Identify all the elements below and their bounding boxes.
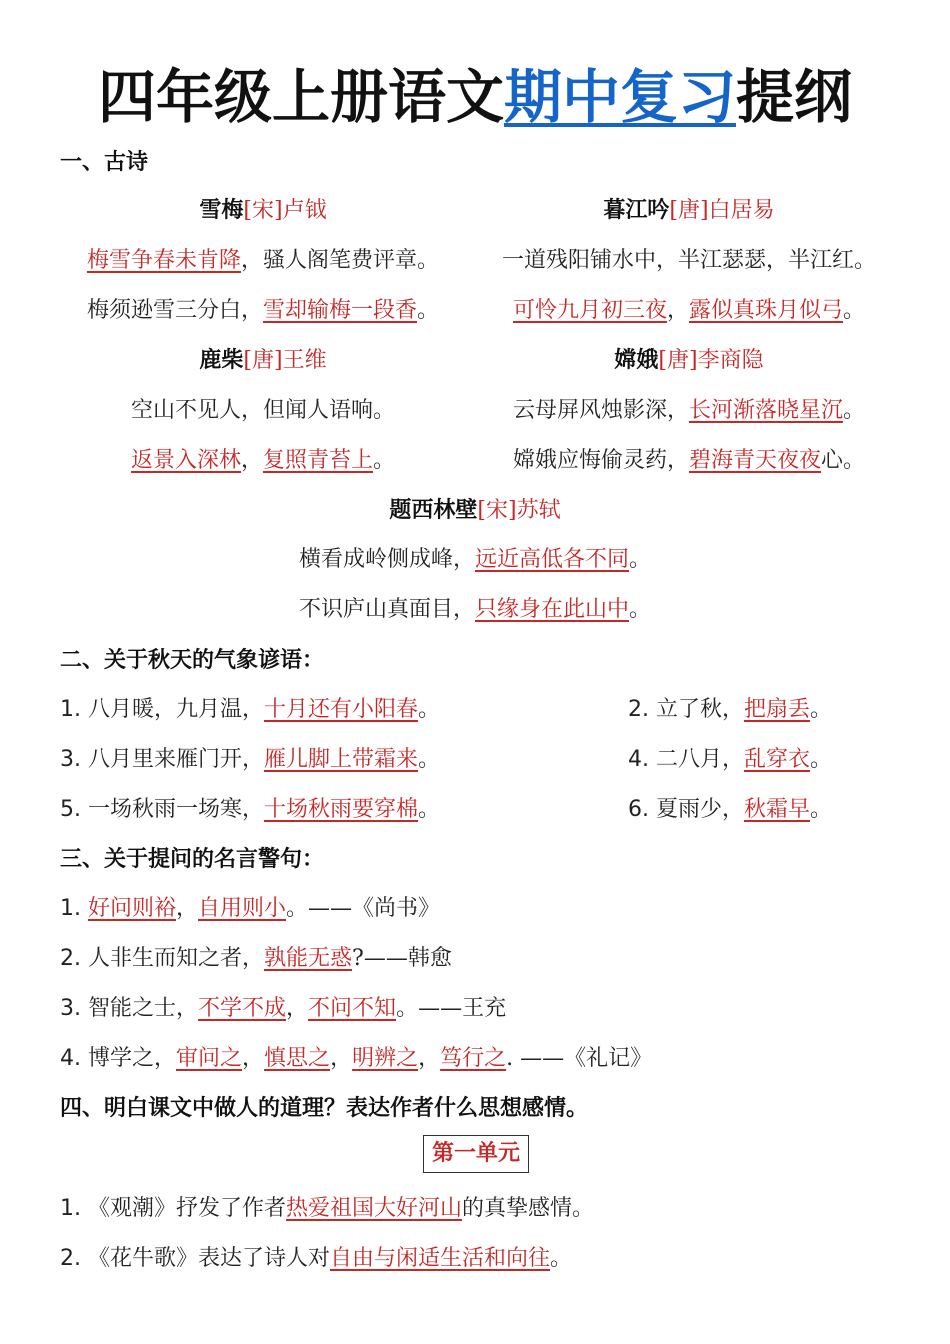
poem-line: 一道残阳铺水中，半江瑟瑟，半江红。 [501, 248, 876, 273]
poem-line: 空山不见人，但闻人语响。 [130, 398, 395, 423]
poem-title: 嫦娥[唐]李商隐 [614, 348, 764, 373]
poem-line: 梅须逊雪三分白，雪却输梅一段香。 [86, 298, 440, 323]
section-heading-quotes: 三、关于提问的名言警句： [60, 847, 325, 872]
quote-item: 2. 人非生而知之者，孰能无惑?——韩愈 [60, 946, 452, 971]
proverb-item: 6. 夏雨少，秋霜早。 [628, 797, 833, 822]
poem-line: 云母屏风烛影深，长河渐落晓星沉。 [512, 398, 866, 423]
poem-line: 嫦娥应悔偷灵药，碧海青天夜夜心。 [512, 448, 866, 473]
section-heading-poems: 一、古诗 [60, 150, 149, 175]
proverb-item: 5. 一场秋雨一场寒，十场秋雨要穿棉。 [60, 797, 441, 822]
proverb-item: 2. 立了秋，把扇丢。 [628, 697, 833, 722]
poem-line: 可怜九月初三夜，露似真珠月似弓。 [512, 298, 866, 323]
poem-title: 雪梅[宋]卢钺 [199, 198, 327, 223]
section-heading-proverbs: 二、关于秋天的气象谚语： [60, 648, 325, 673]
section-heading-lessons: 四、明白课文中做人的道理？表达作者什么思想感情。 [60, 1096, 589, 1121]
poem-title: 题西林壁[宋]苏轼 [389, 498, 561, 523]
poem-line: 不识庐山真面目，只缘身在此山中。 [298, 597, 652, 622]
proverb-item: 1. 八月暖，九月温，十月还有小阳春。 [60, 697, 441, 722]
poem-line: 返景入深林，复照青苔上。 [130, 448, 396, 473]
quote-item: 3. 智能之士，不学不成，不问不知。——王充 [60, 996, 507, 1021]
poem-line: 横看成岭侧成峰，远近高低各不同。 [298, 547, 652, 572]
quote-item: 1. 好问则裕，自用则小。——《尚书》 [60, 896, 441, 921]
poem-title: 鹿柴[唐]王维 [199, 348, 327, 373]
unit-label: 第一单元 [423, 1135, 529, 1173]
proverb-item: 3. 八月里来雁门开，雁儿脚上带霜来。 [60, 747, 441, 772]
proverb-item: 4. 二八月，乱穿衣。 [628, 747, 833, 772]
lesson-item: 1. 《观潮》抒发了作者热爱祖国大好河山的真挚感情。 [60, 1196, 595, 1221]
poem-title: 暮江吟[唐]白居易 [603, 198, 775, 223]
quote-item: 4. 博学之，审问之，慎思之，明辨之，笃行之. ——《礼记》 [60, 1046, 653, 1071]
page-title: 四年级上册语文期中复习提纲 [97, 63, 853, 131]
poem-line: 梅雪争春未肯降，骚人阁笔费评章。 [86, 248, 440, 273]
lesson-item: 2. 《花牛歌》表达了诗人对自由与闲适生活和向往。 [60, 1246, 573, 1271]
